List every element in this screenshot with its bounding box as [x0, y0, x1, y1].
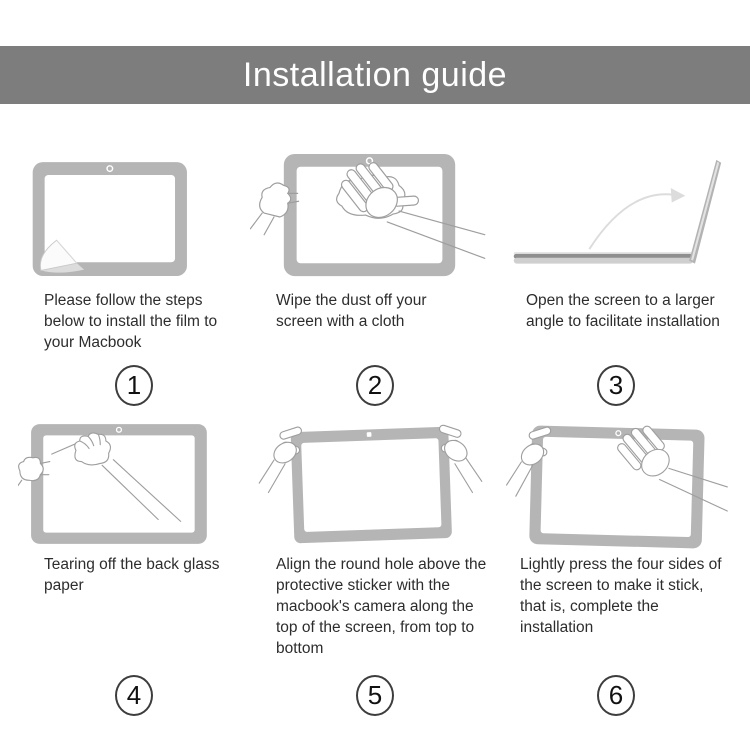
two-hands-aligning-film-icon	[250, 422, 490, 550]
laptop-open-angle-icon	[500, 156, 732, 282]
step-panel-6	[500, 422, 732, 718]
step-number-badge	[115, 675, 153, 716]
steps-row-1	[18, 110, 732, 416]
step-2-illustration	[250, 110, 500, 282]
step-number: 5	[367, 680, 383, 710]
screen-film-peeling-corner-icon	[18, 158, 220, 282]
step-number: 3	[608, 370, 624, 400]
step-caption: Tearing off the back glass paper	[44, 556, 220, 594]
step-panel-5	[250, 422, 500, 718]
steps-grid	[18, 110, 732, 718]
step-number: 2	[367, 370, 383, 400]
step-number: 6	[608, 680, 624, 710]
step-number: 1	[126, 370, 142, 400]
steps-row-2	[18, 422, 732, 718]
step-panel-2	[250, 110, 500, 416]
step-caption: Align the round hole above the protective sticker with the macbook's camera along the top of the screen, from top to bottom	[276, 556, 487, 657]
step-number-badge	[356, 675, 394, 716]
step-6-illustration	[500, 422, 732, 546]
hands-tearing-paper-icon	[18, 422, 233, 546]
hands-pressing-screen-icon	[500, 422, 732, 550]
step-3-illustration	[500, 110, 732, 282]
step-panel-4	[18, 422, 250, 718]
hand-wiping-screen-icon	[250, 152, 490, 282]
step-caption: Please follow the steps below to install the film to your Macbook	[44, 292, 218, 351]
step-caption: Open the screen to a larger angle to facilitate installation	[526, 292, 720, 330]
step-number-badge	[356, 365, 394, 406]
page-title: Installation guide	[242, 55, 508, 94]
step-5-illustration	[250, 422, 500, 546]
step-caption: Lightly press the four sides of the screen to make it stick, that is, complete the installation	[520, 556, 722, 636]
step-number: 4	[126, 680, 142, 710]
step-panel-3	[500, 110, 732, 416]
step-number-badge	[115, 365, 153, 406]
step-panel-1	[18, 110, 250, 416]
step-number-badge	[597, 365, 635, 406]
header-banner	[0, 46, 750, 104]
step-4-illustration	[18, 422, 250, 546]
step-caption: Wipe the dust off your screen with a cloth	[276, 292, 427, 330]
step-1-illustration	[18, 110, 250, 282]
step-number-badge	[597, 675, 635, 716]
